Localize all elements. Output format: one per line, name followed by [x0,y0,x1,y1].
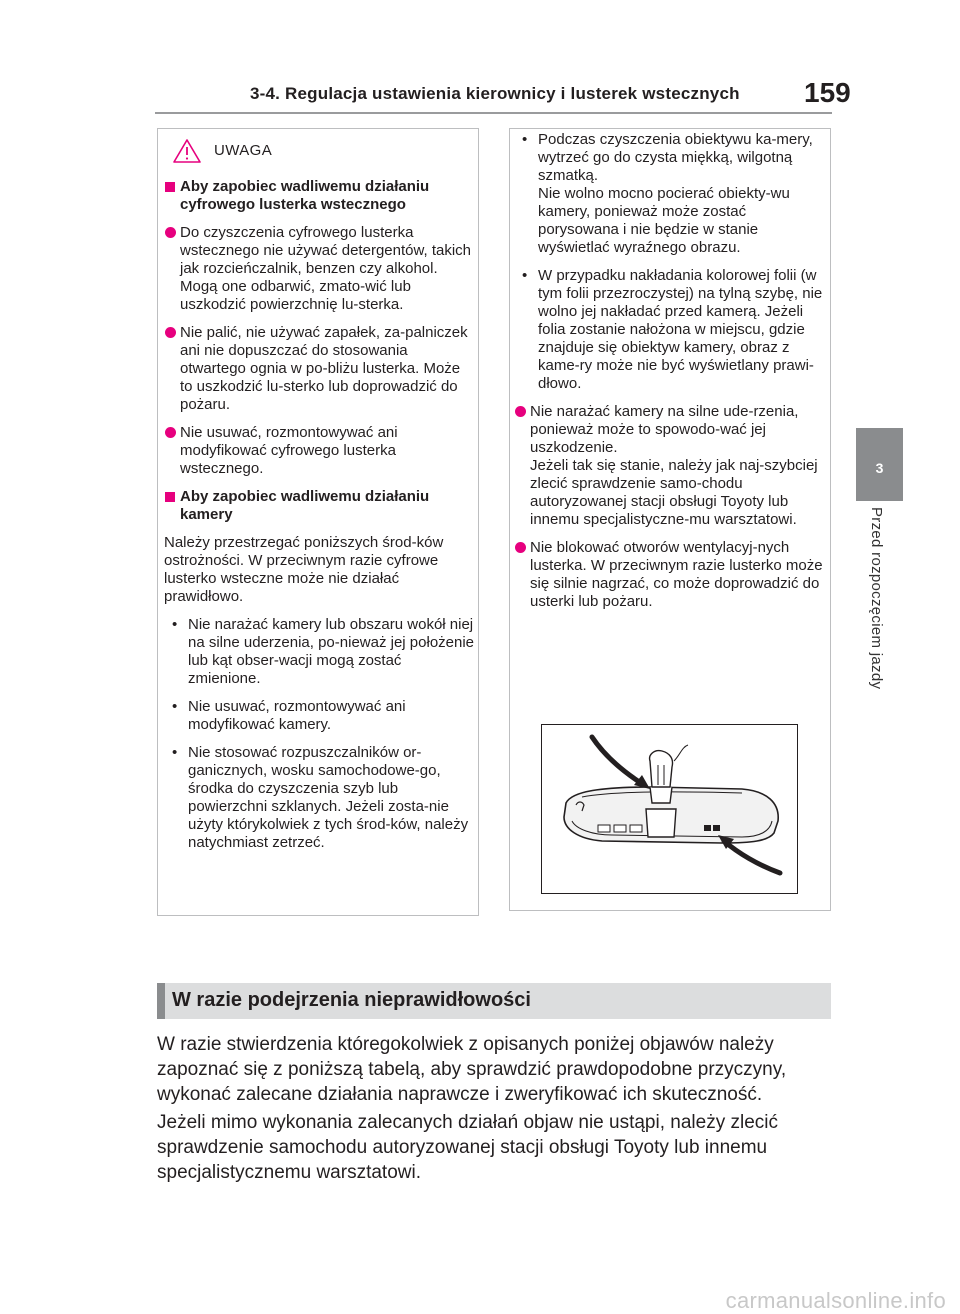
circle-bullet-icon [165,327,176,338]
circle-bullet-icon [515,542,526,553]
warning-left-column [164,178,476,862]
list-item [164,616,476,688]
chapter-number: 3 [875,460,884,476]
body-paragraph [157,1032,837,1107]
paragraph: Należy przestrzegać poniższych środ-ków ostrożności. W przeciwnym razie cyfrowe lusterko wsteczne może nie działać prawidłowo. [164,534,444,605]
list-item-text: Nie usuwać, rozmontowywać ani modyfikować cyfrowego lusterka wstecznego. [180,424,398,477]
warning-header [172,138,472,164]
bullet-glyph: • [522,131,528,148]
list-item [164,744,476,852]
page-number: 159 [804,77,851,108]
watermark: carmanualsonline.info [725,1288,946,1313]
square-bullet-icon [165,492,175,502]
bullet-glyph: • [172,616,178,633]
list-item [164,424,476,478]
list-item [514,403,826,529]
list-item [164,224,476,314]
warning-triangle-icon [172,138,202,164]
list-item-text: Nie usuwać, rozmontowywać ani modyfikować kamery. [188,698,406,733]
section-heading [164,178,476,214]
list-item-text: Nie narażać kamery lub obszaru wokół niej na silne uderzenia, po-nieważ jej położenie lub kąt obser-wacji mogą zostać zmienione. [188,616,475,687]
chapter-label: Przed rozpoczęciem jazdy [868,507,885,690]
body-paragraph-text: W razie stwierdzenia któregokolwiek z opisanych poniżej objawów należy zapoznać się z poniższą tabelą, aby sprawdzić prawdopodobne przyczyny, wykonać zalecane działania naprawcze i zweryfikować ich skuteczność. [157,1034,787,1105]
list-item-text: Nie blokować otworów wentylacyj-nych lusterka. W przeciwnym razie lusterko może się silnie nagrzać, co może doprowadzić do usterki lub pożaru. [530,539,823,610]
square-bullet-icon [165,182,175,192]
section-title: W razie podejrzenia nieprawidłowości [172,989,531,1011]
warning-label: UWAGA [214,142,273,159]
body-paragraph [157,1110,837,1185]
list-item-text: Jeżeli tak się stanie, należy jak naj-szybciej zlecić sprawdzenie samo-chodu autoryzowanej stacji obsługi Toyoty lub innemu specjalistyczne-mu warsztatowi. [530,457,818,528]
header-rule [155,112,832,114]
circle-bullet-icon [165,427,176,438]
list-item [164,324,476,414]
section-heading-text: Aby zapobiec wadliwemu działaniu cyfrowego lusterka wstecznego [180,178,430,213]
list-item [164,698,476,734]
section-heading-text: Aby zapobiec wadliwemu działaniu kamery [180,488,430,523]
section-header-accent [157,983,165,1019]
bullet-glyph: • [522,267,528,284]
list-item [514,267,826,393]
list-item [514,131,826,257]
list-item-text: Nie palić, nie używać zapałek, za-palniczek ani nie dopuszczać do stosowania otwartego ognia w po-bliżu lusterka. Może to uszkodzić lu-sterko lub doprowadzić do pożaru. [180,324,468,413]
list-item-text: Nie stosować rozpuszczalników or-ganicznych, wosku samochodowe-go, środka do czyszczenia szyb lub powierzchni szklanych. Jeżeli zosta-nie użyty którykolwiek z tych środ-ków, należy natychmiast zetrzeć. [188,744,469,851]
mirror-illustration [541,724,798,894]
list-item-text: W przypadku nakładania kolorowej folii (w tym folii przezroczystej) na tylną szybę, nie wolno jej nakładać przed kamerą. Jeżeli folia zostanie nałożona w miejscu, gdzie znajduje się obiektyw kamery, obraz z kame-ry może nie być wyświetlany prawi-dłowo. [538,267,823,392]
bullet-glyph: • [172,744,178,761]
list-item-text: Nie wolno mocno pocierać obiekty-wu kamery, ponieważ może zostać porysowana i nie będzie w stanie wyświetlać wyraźnego obrazu. [538,185,790,256]
circle-bullet-icon [165,227,176,238]
body-paragraph-text: Jeżeli mimo wykonania zalecanych działań objaw nie ustąpi, należy zlecić sprawdzenie samochodu autoryzowanej stacji obsługi Toyoty lub innemu specjalistycznemu warsztatowi. [157,1112,778,1183]
warning-right-column [514,131,826,621]
header-title: 3-4. Regulacja ustawienia kierownicy i lusterek wstecznych [250,84,740,103]
list-item-text: Nie narażać kamery na silne ude-rzenia, ponieważ może to spowodo-wać jej uszkodzenie. [530,403,799,456]
list-item [514,539,826,611]
section-heading [164,488,476,524]
rearview-mirror-drawing [542,725,797,893]
list-item-text: Podczas czyszczenia obiektywu ka-mery, wytrzeć go do czysta miękką, wilgotną szmatką. [538,131,813,184]
list-item-text: Do czyszczenia cyfrowego lusterka wstecznego nie używać detergentów, takich jak rozcieńczalnik, benzen czy alkohol. Mogą one odbarwić, zmato-wić lub uszkodzić powierzchnię lu-sterka. [180,224,471,313]
circle-bullet-icon [515,406,526,417]
bullet-glyph: • [172,698,178,715]
